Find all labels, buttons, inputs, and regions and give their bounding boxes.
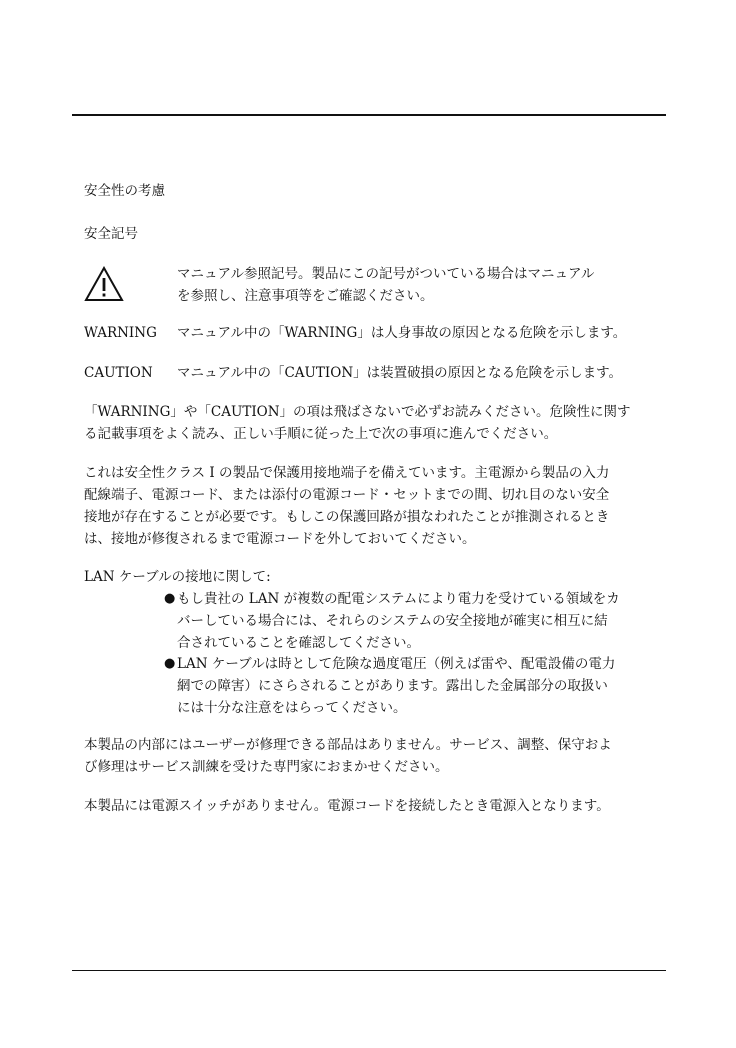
warning-description: マニュアル中の「WARNING」は人身事故の原因となる危険を示します。 <box>177 325 627 341</box>
paragraph-power-switch: 本製品には電源スイッチがありません。電源コードを接続したとき電源入となります。 <box>84 798 610 814</box>
caution-description: マニュアル中の「CAUTION」は装置破損の原因となる危険を示します。 <box>177 365 623 381</box>
warning-term: WARNING <box>84 325 157 341</box>
symbol-description: を参照し、注意事項等をご確認ください。 <box>177 288 434 304</box>
paragraph-safety-class: これは安全性クラス I の製品で保護用接地端子を備えています。主電源から製品の入力 <box>84 465 610 481</box>
bullet-item: もし貴社の LAN が複数の配電システムにより電力を受けている領域をカ <box>177 591 620 607</box>
bullet-item: 網での障害）にさらされることがあります。露出した金属部分の取扱い <box>177 678 608 694</box>
paragraph-service: び修理はサービス訓練を受けた専門家におまかせください。 <box>84 759 449 775</box>
footer-rule <box>72 970 666 971</box>
bullet-item: バーしている場合には、それらのシステムの安全接地が確実に相互に結 <box>177 613 608 629</box>
bullet-item: 合されていることを確認してください。 <box>177 635 420 651</box>
warning-triangle-icon <box>84 266 124 302</box>
caution-term: CAUTION <box>84 365 153 381</box>
paragraph-warning-caution: る記載事項をよく読み、正しい手順に従った上で次の事項に進んでください。 <box>84 426 558 442</box>
lan-heading: LAN ケーブルの接地に関して: <box>84 569 271 585</box>
paragraph-warning-caution: 「WARNING」や「CAUTION」の項は飛ばさないで必ずお読みください。危険性に関す <box>84 404 631 420</box>
paragraph-safety-class: 配線端子、電源コード、または添付の電源コード・セットまでの間、切れ目のない安全 <box>84 487 610 503</box>
bullet-marker: ● <box>164 591 176 606</box>
section-heading: 安全性の考慮 <box>84 183 165 199</box>
subsection-heading: 安全記号 <box>84 226 138 242</box>
bullet-item: には十分な注意をはらってください。 <box>177 700 407 716</box>
paragraph-safety-class: 接地が存在することが必要です。もしこの保護回路が損なわれたことが推測されるとき <box>84 509 610 525</box>
paragraph-safety-class: は、接地が修復されるまで電源コードを外しておいてください。 <box>84 531 476 547</box>
bullet-item: LAN ケーブルは時として危険な過度電圧（例えば雷や、配電設備の電力 <box>177 656 616 672</box>
bullet-marker: ● <box>164 656 176 671</box>
symbol-description: マニュアル参照記号。製品にこの記号がついている場合はマニュアル <box>177 266 595 282</box>
paragraph-service: 本製品の内部にはユーザーが修理できる部品はありません。サービス、調整、保守およ <box>84 737 612 753</box>
header-rule <box>72 114 666 116</box>
